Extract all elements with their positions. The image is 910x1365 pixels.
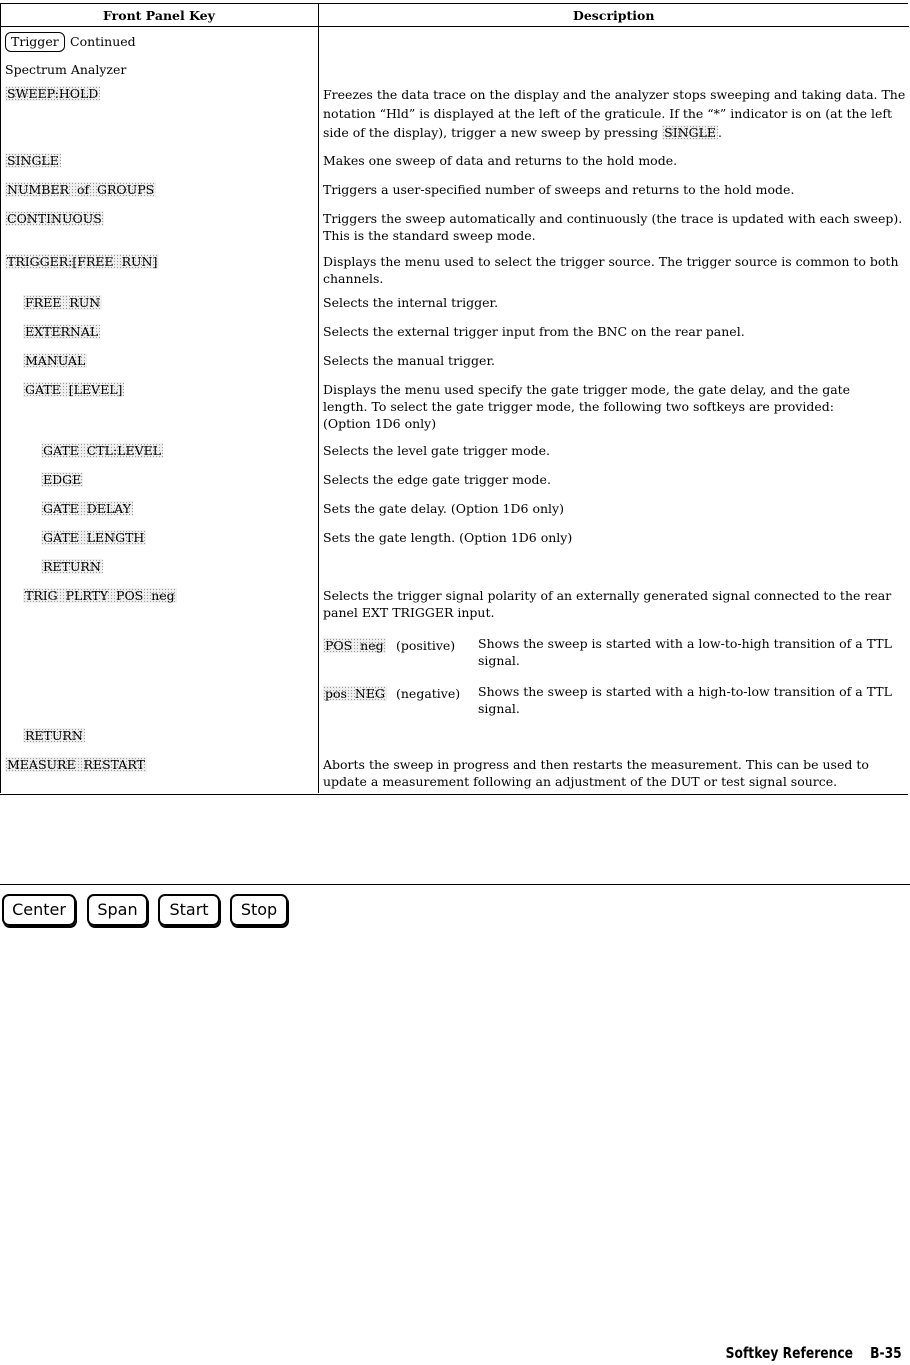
softkey-measure-restart[interactable]: MEASURE RESTART (7, 757, 145, 772)
desc-number-of-groups: Triggers a user-specified number of sweeps and returns to the hold mode. (323, 182, 795, 197)
softkey-gate-delay[interactable]: GATE DELAY (43, 501, 131, 516)
desc-sweep-hold-text: Freezes the data trace on the display and the analyzer stops sweeping and taking data. The notation “Hld” is displayed at the left of the graticule. If the “*” indicator is on (at the left side of the display), trigger a new sweep by pressing (323, 87, 906, 140)
softkey-number-of-groups[interactable]: NUMBER of GROUPS (7, 182, 155, 197)
desc-sweep-hold-end: . (718, 125, 723, 140)
desc-gate-level: Displays the menu used specify the gate trigger mode, the gate delay, and the gate length. To select the gate trigger mode, the following two softkeys are provided: (Option 1D6 only) (323, 382, 851, 431)
softkey-free-run[interactable]: FREE RUN (25, 295, 101, 310)
softkey-return-gate[interactable]: RETURN (43, 559, 101, 574)
header-front-panel-key: Front Panel Key (103, 8, 215, 23)
softkey-sweep-hold[interactable]: SWEEP:HOLD (7, 86, 99, 101)
desc-gate-ctl-level: Selects the level gate trigger mode. (323, 443, 550, 458)
softkey-edge[interactable]: EDGE (43, 472, 82, 487)
section-separator (0, 884, 910, 885)
softkey-neg-pos[interactable]: pos NEG (325, 686, 385, 701)
desc-sweep-hold (323, 85, 908, 142)
desc-edge: Selects the edge gate trigger mode. (323, 472, 551, 487)
softkey-gate-level[interactable]: GATE [LEVEL] (25, 382, 123, 397)
page-footer: Softkey Reference B-35 (725, 1344, 902, 1362)
header-description: Description (573, 8, 655, 23)
desc-trigger-free-run: Displays the menu used to select the trigger source. The trigger source is common to both channels. (323, 254, 899, 286)
desc-continuous: Triggers the sweep automatically and continuously (the trace is updated with each sweep). This is the standard sweep mode. (323, 211, 903, 243)
softkey-gate-length[interactable]: GATE LENGTH (43, 530, 145, 545)
softkey-trigger-free-run[interactable]: TRIGGER:[FREE RUN] (7, 254, 158, 269)
table-left-border (0, 3, 1, 793)
trigger-hardkey[interactable]: Trigger (5, 32, 65, 52)
table-column-divider (318, 3, 319, 793)
desc-neg-pos: Shows the sweep is started with a high-to-low transition of a TTL signal. (478, 684, 892, 716)
section-title: Spectrum Analyzer (5, 62, 127, 77)
stop-hardkey[interactable]: Stop (230, 894, 288, 926)
continued-label: Continued (70, 34, 136, 49)
softkey-trig-plrty[interactable]: TRIG PLRTY POS neg (25, 588, 175, 603)
label-negative: (negative) (396, 686, 461, 701)
desc-manual: Selects the manual trigger. (323, 353, 496, 368)
softkey-external[interactable]: EXTERNAL (25, 324, 99, 339)
span-hardkey[interactable]: Span (87, 894, 148, 926)
desc-single: Makes one sweep of data and returns to the hold mode. (323, 153, 678, 168)
center-hardkey[interactable]: Center (2, 894, 76, 926)
desc-pos-neg: Shows the sweep is started with a low-to-high transition of a TTL signal. (478, 636, 892, 668)
desc-measure-restart: Aborts the sweep in progress and then restarts the measurement. This can be used to update a measurement following an adjustment of the DUT or test signal source. (323, 757, 869, 789)
desc-trig-plrty: Selects the trigger signal polarity of an externally generated signal connected to the rear panel EXT TRIGGER input. (323, 588, 892, 620)
desc-free-run: Selects the internal trigger. (323, 295, 499, 310)
softkey-manual[interactable]: MANUAL (25, 353, 86, 368)
label-positive: (positive) (396, 638, 456, 653)
inline-softkey-single[interactable]: SINGLE (664, 125, 717, 140)
start-hardkey[interactable]: Start (158, 894, 220, 926)
softkey-return-trigger[interactable]: RETURN (25, 728, 83, 743)
desc-gate-delay: Sets the gate delay. (Option 1D6 only) (323, 501, 564, 516)
desc-external: Selects the external trigger input from the BNC on the rear panel. (323, 324, 745, 339)
desc-gate-length: Sets the gate length. (Option 1D6 only) (323, 530, 573, 545)
table-header-divider (0, 26, 909, 27)
softkey-gate-ctl-level[interactable]: GATE CTL:LEVEL (43, 443, 162, 458)
softkey-pos-neg[interactable]: POS neg (325, 638, 384, 653)
softkey-single[interactable]: SINGLE (7, 153, 59, 168)
softkey-continuous[interactable]: CONTINUOUS (7, 211, 102, 226)
